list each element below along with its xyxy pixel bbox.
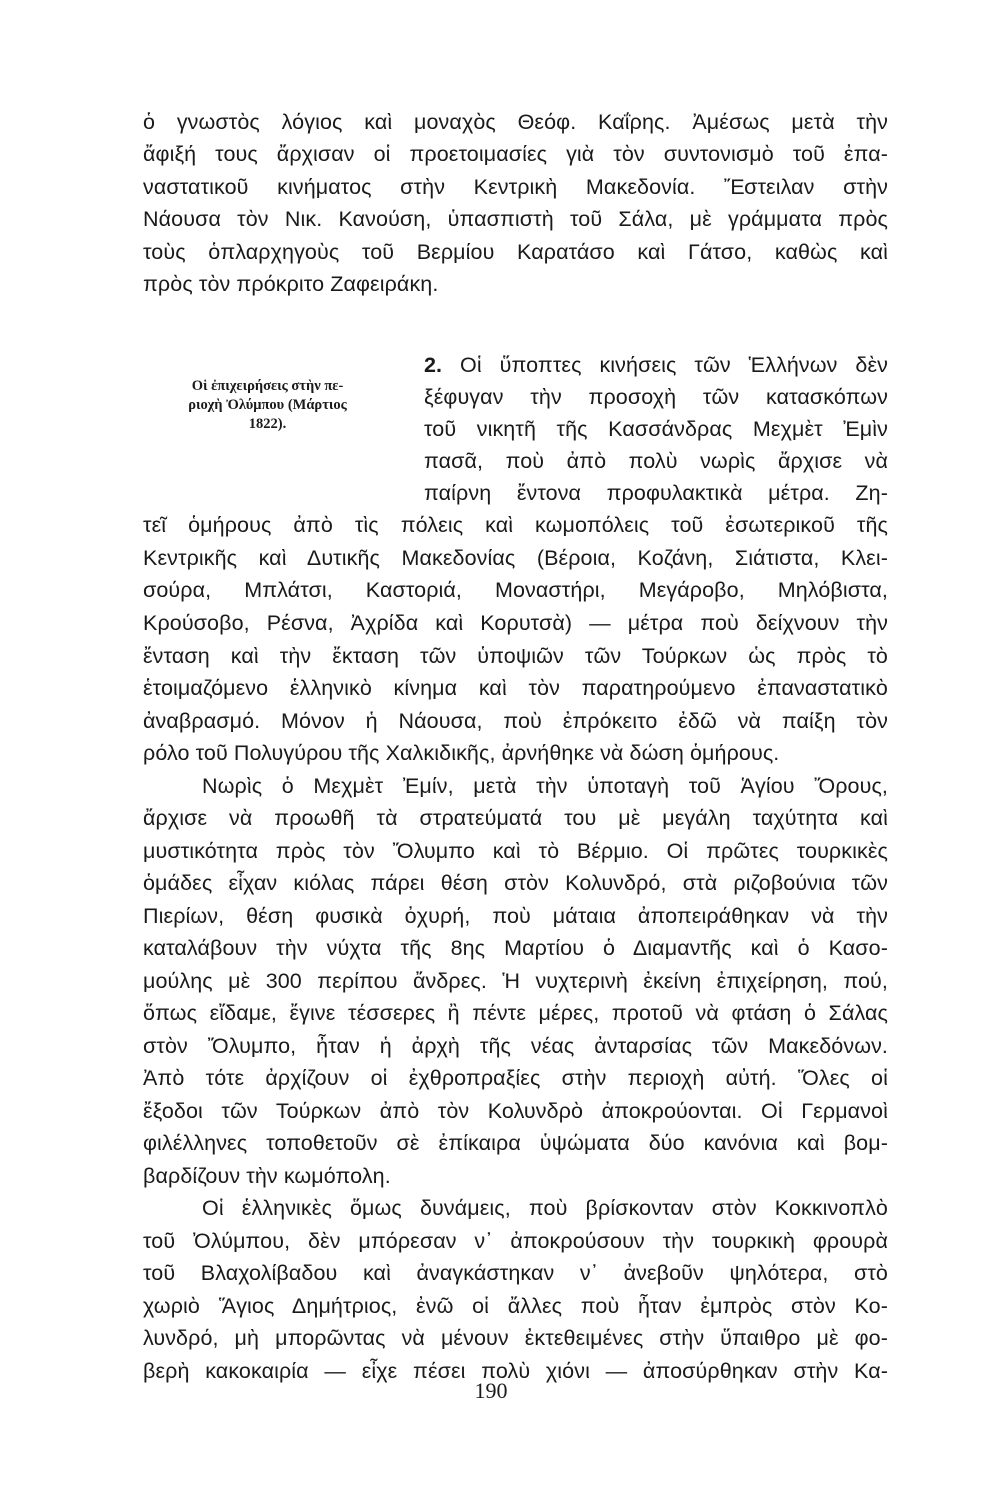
text-line: ὁ γνωστὸς λόγιος καὶ μοναχὸς Θεόφ. Καΐρης. Ἀμέσως μετὰ τὴν	[143, 110, 888, 134]
text-line: τεῖ ὁμήρους ἀπὸ τὶς πόλεις καὶ κωμοπόλεις τοῦ ἐσωτερικοῦ τῆς	[143, 513, 888, 537]
text-line: λυνδρό, μὴ μπορῶντας νὰ μένουν ἐκτεθειμένες στὴν ὕπαιθρο μὲ φο-	[143, 1326, 888, 1350]
text-line	[424, 349, 888, 381]
text-line: χωριὸ Ἅγιος Δημήτριος, ἐνῶ οἱ ἄλλες ποὺ ἦταν ἐμπρὸς στὸν Κο-	[143, 1294, 888, 1318]
text-line: ἄφιξή τους ἄρχισαν οἱ προετοιμασίες γιὰ τὸν συντονισμὸ τοῦ ἐπα-	[143, 142, 888, 166]
margin-note-line: Οἱ ἐπιχειρήσεις στὴν πε-	[191, 378, 344, 394]
margin-note-line: ριοχὴ Ὀλύμπου (Μάρτιος	[188, 397, 347, 413]
text-line: ἀναβρασμό. Μόνον ἡ Νάουσα, ποὺ ἐπρόκειτο ἐδῶ νὰ παίξη τὸν	[143, 709, 888, 733]
margin-note	[140, 377, 395, 434]
text-line: τοῦ Ὀλύμπου, δὲν μπόρεσαν ν᾿ ἀποκρούσουν τὴν τουρκικὴ φρουρὰ	[143, 1229, 888, 1253]
text-line: τοῦ Βλαχολίβαδου καὶ ἀναγκάστηκαν ν᾿ ἀνεβοῦν ψηλότερα, στὸ	[143, 1261, 888, 1285]
text-line: βερὴ κακοκαιρία — εἶχε πέσει πολὺ χιόνι — ἀποσύρθηκαν στὴν Κα-	[143, 1359, 888, 1383]
text-line: τοῦ νικητῆ τῆς Κασσάνδρας Μεχμὲτ Ἐμὶν	[424, 417, 888, 441]
text-line: τοὺς ὁπλαρχηγοὺς τοῦ Βερμίου Καρατάσο καὶ Γάτσο, καθὼς καὶ	[143, 240, 888, 264]
text-line: μούλης μὲ 300 περίπου ἄνδρες. Ἡ νυχτερινὴ ἐκείνη ἐπιχείρηση, πού,	[143, 969, 888, 993]
text-line: μυστικότητα πρὸς τὸν Ὄλυμπο καὶ τὸ Βέρμιο. Οἱ πρῶτες τουρκικὲς	[143, 839, 888, 863]
text-line: βαρδίζουν τὴν κωμόπολη.	[143, 1164, 391, 1188]
section-number: 2.	[424, 353, 443, 377]
text-line: παίρνη ἔντονα προφυλακτικὰ μέτρα. Ζη-	[424, 481, 888, 505]
text-line: Κεντρικῆς καὶ Δυτικῆς Μακεδονίας (Βέροια, Κοζάνη, Σιάτιστα, Κλει-	[143, 546, 888, 570]
text-line: ἔνταση καὶ τὴν ἔκταση τῶν ὑποψιῶν τῶν Τούρκων ὡς πρὸς τὸ	[143, 644, 888, 668]
text-line: ἑτοιμαζόμενο ἑλληνικὸ κίνημα καὶ τὸν παρατηρούμενο ἐπαναστατικὸ	[143, 676, 888, 700]
text-line: ἔξοδοι τῶν Τούρκων ἀπὸ τὸν Κολυνδρὸ ἀποκρούονται. Οἱ Γερμανοὶ	[143, 1099, 888, 1123]
text-line: Νάουσα τὸν Νικ. Κανούση, ὑπασπιστὴ τοῦ Σάλα, μὲ γράμματα πρὸς	[143, 207, 888, 231]
text-line: ἄρχισε νὰ προωθῆ τὰ στρατεύματά του μὲ μεγάλη ταχύτητα καὶ	[143, 806, 888, 830]
text-line: ρόλο τοῦ Πολυγύρου τῆς Χαλκιδικῆς, ἀρνήθηκε νὰ δώση ὁμήρους.	[143, 741, 780, 765]
margin-note-line: 1822).	[248, 416, 287, 432]
text-line: ναστατικοῦ κινήματος στὴν Κεντρικὴ Μακεδονία. Ἔστειλαν στὴν	[143, 175, 888, 199]
text-line: Κρούσοβο, Ρέσνα, Ἀχρίδα καὶ Κορυτσὰ) — μέτρα ποὺ δείχνουν τὴν	[143, 611, 888, 635]
text-line: Ἀπὸ τότε ἀρχίζουν οἱ ἐχθροπραξίες στὴν περιοχὴ αὐτή. Ὅλες οἱ	[143, 1066, 888, 1090]
section-first-line: Οἱ ὕποπτες κινήσεις τῶν Ἑλλήνων δὲν	[460, 353, 888, 377]
text-line: Πιερίων, θέση φυσικὰ ὀχυρή, ποὺ μάταια ἀποπειράθηκαν νὰ τὴν	[143, 904, 888, 928]
text-line: ξέφυγαν τὴν προσοχὴ τῶν κατασκόπων	[424, 385, 888, 409]
text-line: Οἱ ἑλληνικὲς ὅμως δυνάμεις, ποὺ βρίσκονταν στὸν Κοκκινοπλὸ	[202, 1196, 888, 1220]
text-line: Νωρὶς ὁ Μεχμὲτ Ἐμίν, μετὰ τὴν ὑποταγὴ τοῦ Ἁγίου Ὄρους,	[202, 774, 888, 798]
text-line: σούρα, Μπλάτσι, Καστοριά, Μοναστήρι, Μεγάροβο, Μηλόβιστα,	[143, 578, 888, 602]
page-number: 190	[474, 1378, 508, 1403]
text-line: πασᾶ, ποὺ ἀπὸ πολὺ νωρὶς ἄρχισε νὰ	[424, 449, 888, 473]
text-line: φιλέλληνες τοποθετοῦν σὲ ἐπίκαιρα ὑψώματα δύο κανόνια καὶ βομ-	[143, 1131, 888, 1155]
text-line: ὅπως εἴδαμε, ἔγινε τέσσερες ἢ πέντε μέρες, προτοῦ νὰ φτάση ὁ Σάλας	[143, 1001, 888, 1025]
text-line: στὸν Ὄλυμπο, ἦταν ἡ ἀρχὴ τῆς νέας ἀνταρσίας τῶν Μακεδόνων.	[143, 1034, 888, 1058]
text-line: καταλάβουν τὴν νύχτα τῆς 8ης Μαρτίου ὁ Διαμαντῆς καὶ ὁ Κασο-	[143, 936, 888, 960]
text-line: ὁμάδες εἶχαν κιόλας πάρει θέση στὸν Κολυνδρό, στὰ ριζοβούνια τῶν	[143, 871, 888, 895]
text-line: πρὸς τὸν πρόκριτο Ζαφειράκη.	[143, 272, 439, 296]
